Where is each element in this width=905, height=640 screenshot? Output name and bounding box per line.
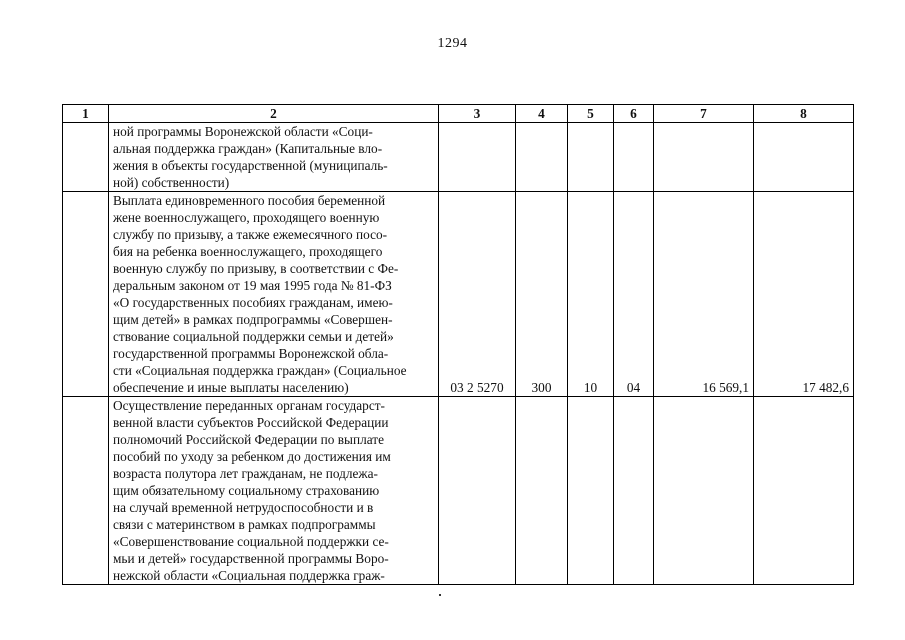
amount-cell: 17 482,6 [754, 192, 854, 397]
table-row [63, 397, 854, 585]
subsection-cell: 04 [614, 192, 654, 397]
header-row [63, 105, 854, 123]
section-cell: 10 [568, 192, 614, 397]
expense-type-cell: 300 [516, 192, 568, 397]
section-cell [568, 123, 614, 192]
scan-dot-mark [439, 594, 441, 596]
column-header: 5 [568, 105, 614, 123]
amount-cell [754, 123, 854, 192]
amount-cell [654, 397, 754, 585]
column-header: 1 [63, 105, 109, 123]
column-header: 6 [614, 105, 654, 123]
description-cell: Осуществление переданных органам государст- венной власти субъектов Российской Федерации полномочий Российской Федерации по выплате пособий по уходу за ребенком до достижения им возраста полутора лет гражданам, не подлежа- щим обязательному социальному страхованию на случай временной нетрудоспособности и в связи с материнством в рамках подпрограммы «Совершенствование социальной поддержки се- мьи и детей» государственной программы Воро- нежской области «Социальная поддержка граж- [109, 397, 439, 585]
column-header: 7 [654, 105, 754, 123]
row-number-cell [63, 397, 109, 585]
expense-type-cell [516, 123, 568, 192]
description-cell: ной программы Воронежской области «Соци- альная поддержка граждан» (Капитальные вло- жения в объекты государственной (муниципаль- ной) собственности) [109, 123, 439, 192]
page-number: 1294 [437, 36, 468, 51]
column-header: 4 [516, 105, 568, 123]
amount-cell [754, 397, 854, 585]
row-number-cell [63, 192, 109, 397]
subsection-cell [614, 397, 654, 585]
column-header: 2 [109, 105, 439, 123]
table-row [63, 192, 854, 397]
target-code-cell [439, 123, 516, 192]
table-row [63, 123, 854, 192]
target-code-cell: 03 2 5270 [439, 192, 516, 397]
column-header: 3 [439, 105, 516, 123]
subsection-cell [614, 123, 654, 192]
row-number-cell [63, 123, 109, 192]
amount-cell: 16 569,1 [654, 192, 754, 397]
column-header: 8 [754, 105, 854, 123]
description-cell: Выплата единовременного пособия беременной жене военнослужащего, проходящего военную службу по призыву, а также ежемесячного посо- бия на ребенка военнослужащего, проходящего военную службу по призыву, в соответствии с Фе- деральным законом от 19 мая 1995 года № 81-ФЗ «О государственных пособиях гражданам, имею- щим детей» в рамках подпрограммы «Совершен- ствование социальной поддержки семьи и детей» государственной программы Воронежской обла- сти «Социальная поддержка граждан» (Социальное обеспечение и иные выплаты населению) [109, 192, 439, 397]
expense-type-cell [516, 397, 568, 585]
budget-table [62, 104, 854, 585]
target-code-cell [439, 397, 516, 585]
amount-cell [654, 123, 754, 192]
section-cell [568, 397, 614, 585]
